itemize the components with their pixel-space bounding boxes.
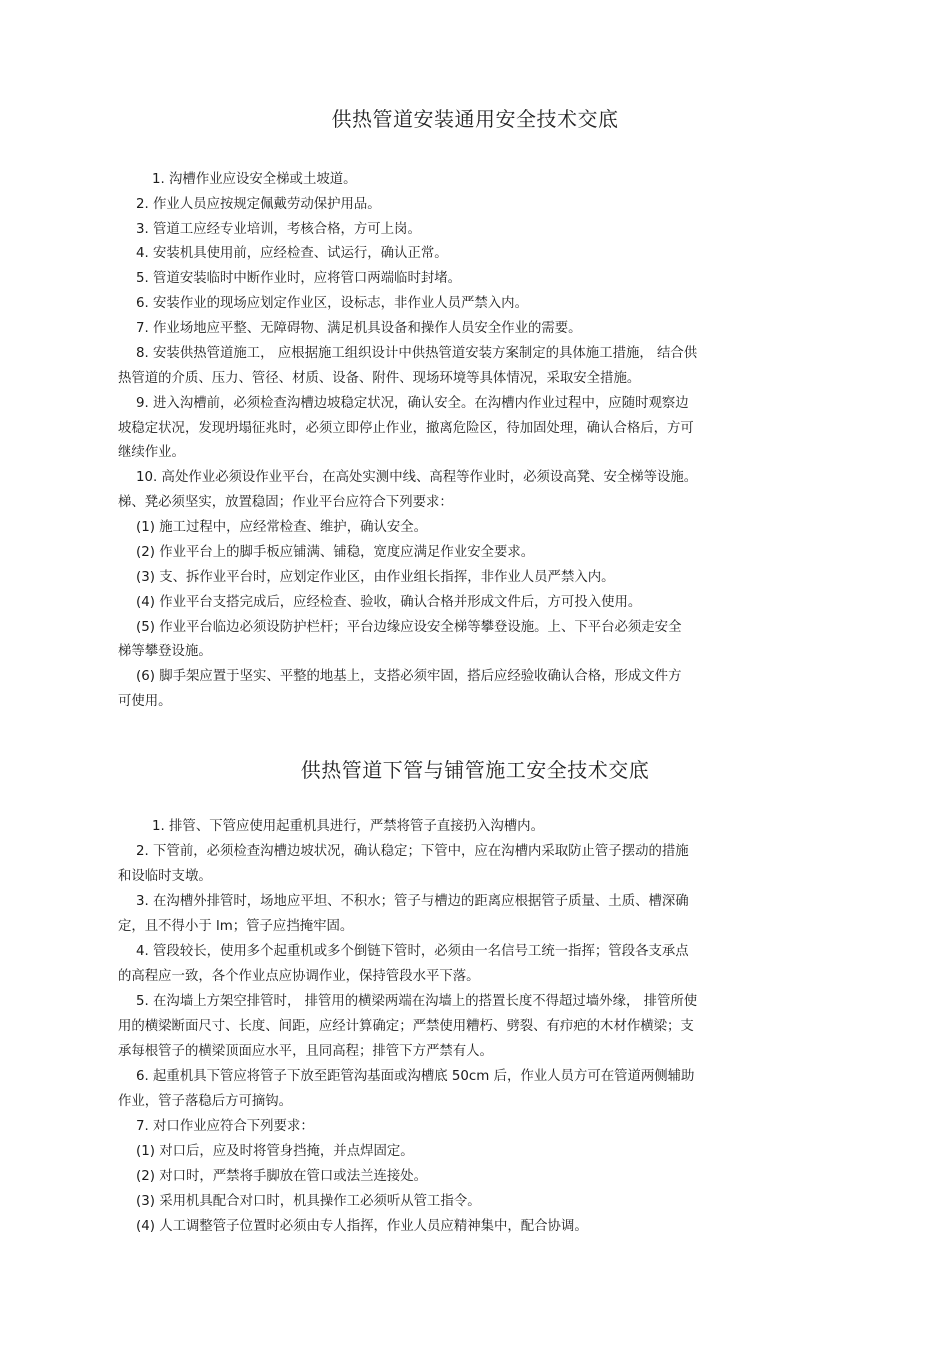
list-item: 6. 起重机具下管应将管子下放至距管沟基面或沟槽底 50cm 后，作业人员方可在管道两侧辅助 — [136, 1069, 695, 1084]
list-item-continuation: 和设临时支墩。 — [118, 869, 212, 884]
list-item: 7. 对口作业应符合下列要求： — [136, 1119, 314, 1134]
list-item-continuation: 定，且不得小于 lm；管子应挡掩牢固。 — [118, 919, 354, 934]
list-item: 7. 作业场地应平整、无障碍物、满足机具设备和操作人员安全作业的需要。 — [136, 321, 582, 336]
list-item-continuation: 梯、凳必须坚实，放置稳固；作业平台应符合下列要求： — [118, 495, 453, 510]
sub-item: (2) 作业平台上的脚手板应铺满、铺稳，宽度应满足作业安全要求。 — [136, 545, 535, 560]
list-item-continuation: 热管道的介质、压力、管径、材质、设备、附件、现场环境等具体情况，采取安全措施。 — [118, 371, 641, 386]
list-item: 5. 管道安装临时中断作业时，应将管口两端临时封堵。 — [136, 271, 462, 286]
list-item-continuation: 的高程应一致，各个作业点应协调作业，保持管段水平下落。 — [118, 969, 480, 984]
section-title: 供热管道下管与铺管施工安全技术交底 — [300, 758, 650, 782]
sub-item: (4) 作业平台支搭完成后，应经检查、验收，确认合格并形成文件后，方可投入使用。 — [136, 595, 642, 610]
sub-item-continuation: 梯等攀登设施。 — [118, 644, 212, 659]
sub-item: (3) 支、拆作业平台时，应划定作业区，由作业组长指挥，非作业人员严禁入内。 — [136, 570, 615, 585]
list-item-continuation: 坡稳定状况，发现坍塌征兆时，必须立即停止作业，撤离危险区，待加固处理，确认合格后，方可 — [118, 421, 694, 436]
sub-item: (2) 对口时，严禁将手脚放在管口或法兰连接处。 — [136, 1169, 428, 1184]
list-item: 9. 进入沟槽前，必须检查沟槽边坡稳定状况，确认安全。在沟槽内作业过程中，应随时观察边 — [136, 396, 689, 411]
list-item-continuation: 承每根管子的横梁顶面应水平，且同高程；排管下方严禁有人。 — [118, 1044, 493, 1059]
list-item: 1. 排管、下管应使用起重机具进行，严禁将管子直接扔入沟槽内。 — [152, 819, 544, 834]
sub-item: (3) 采用机具配合对口时，机具操作工必须听从管工指令。 — [136, 1194, 481, 1209]
list-item: 2. 作业人员应按规定佩戴劳动保护用品。 — [136, 197, 381, 212]
list-item: 6. 安装作业的现场应划定作业区，设标志，非作业人员严禁入内。 — [136, 296, 528, 311]
list-item-continuation: 作业，管子落稳后方可摘钩。 — [118, 1094, 293, 1109]
list-item: 3. 管道工应经专业培训，考核合格，方可上岗。 — [136, 222, 421, 237]
sub-item: (6) 脚手架应置于坚实、平整的地基上，支搭必须牢固，搭后应经验收确认合格，形成文件方 — [136, 669, 682, 684]
list-item: 1. 沟槽作业应设安全梯或土坡道。 — [152, 172, 357, 187]
list-item-continuation: 继续作业。 — [118, 445, 185, 460]
sub-item: (4) 人工调整管子位置时必须由专人指挥，作业人员应精神集中，配合协调。 — [136, 1219, 588, 1234]
list-item: 4. 管段较长，使用多个起重机或多个倒链下管时，必须由一名信号工统一指挥；管段各支承点 — [136, 944, 689, 959]
list-item: 4. 安装机具使用前，应经检查、试运行，确认正常。 — [136, 246, 448, 261]
list-item: 5. 在沟墙上方架空排管时， 排管用的横梁两端在沟墙上的搭置长度不得超过墙外缘， 排管所使 — [136, 994, 698, 1009]
section-title: 供热管道安装通用安全技术交底 — [331, 107, 619, 131]
list-item: 2. 下管前，必须检查沟槽边坡状况，确认稳定；下管中，应在沟槽内采取防止管子摆动的措施 — [136, 844, 689, 859]
list-item-continuation: 用的横梁断面尺寸、长度、间距，应经计算确定；严禁使用糟朽、劈裂、有疖疤的木材作横梁；支 — [118, 1019, 694, 1034]
list-item: 10. 高处作业必须设作业平台，在高处实测中线、高程等作业时，必须设高凳、安全梯等设施。 — [136, 470, 698, 485]
sub-item: (5) 作业平台临边必须设防护栏杆；平台边缘应设安全梯等攀登设施。上、下平台必须走安全 — [136, 620, 682, 635]
list-item: 8. 安装供热管道施工， 应根据施工组织设计中供热管道安装方案制定的具体施工措施， 结合供 — [136, 346, 698, 361]
sub-item-continuation: 可使用。 — [118, 694, 172, 709]
sub-item: (1) 对口后，应及时将管身挡掩，并点焊固定。 — [136, 1144, 414, 1159]
list-item: 3. 在沟槽外排管时，场地应平坦、不积水；管子与槽边的距离应根据管子质量、土质、槽深确 — [136, 894, 689, 909]
sub-item: (1) 施工过程中，应经常检查、维护，确认安全。 — [136, 520, 428, 535]
